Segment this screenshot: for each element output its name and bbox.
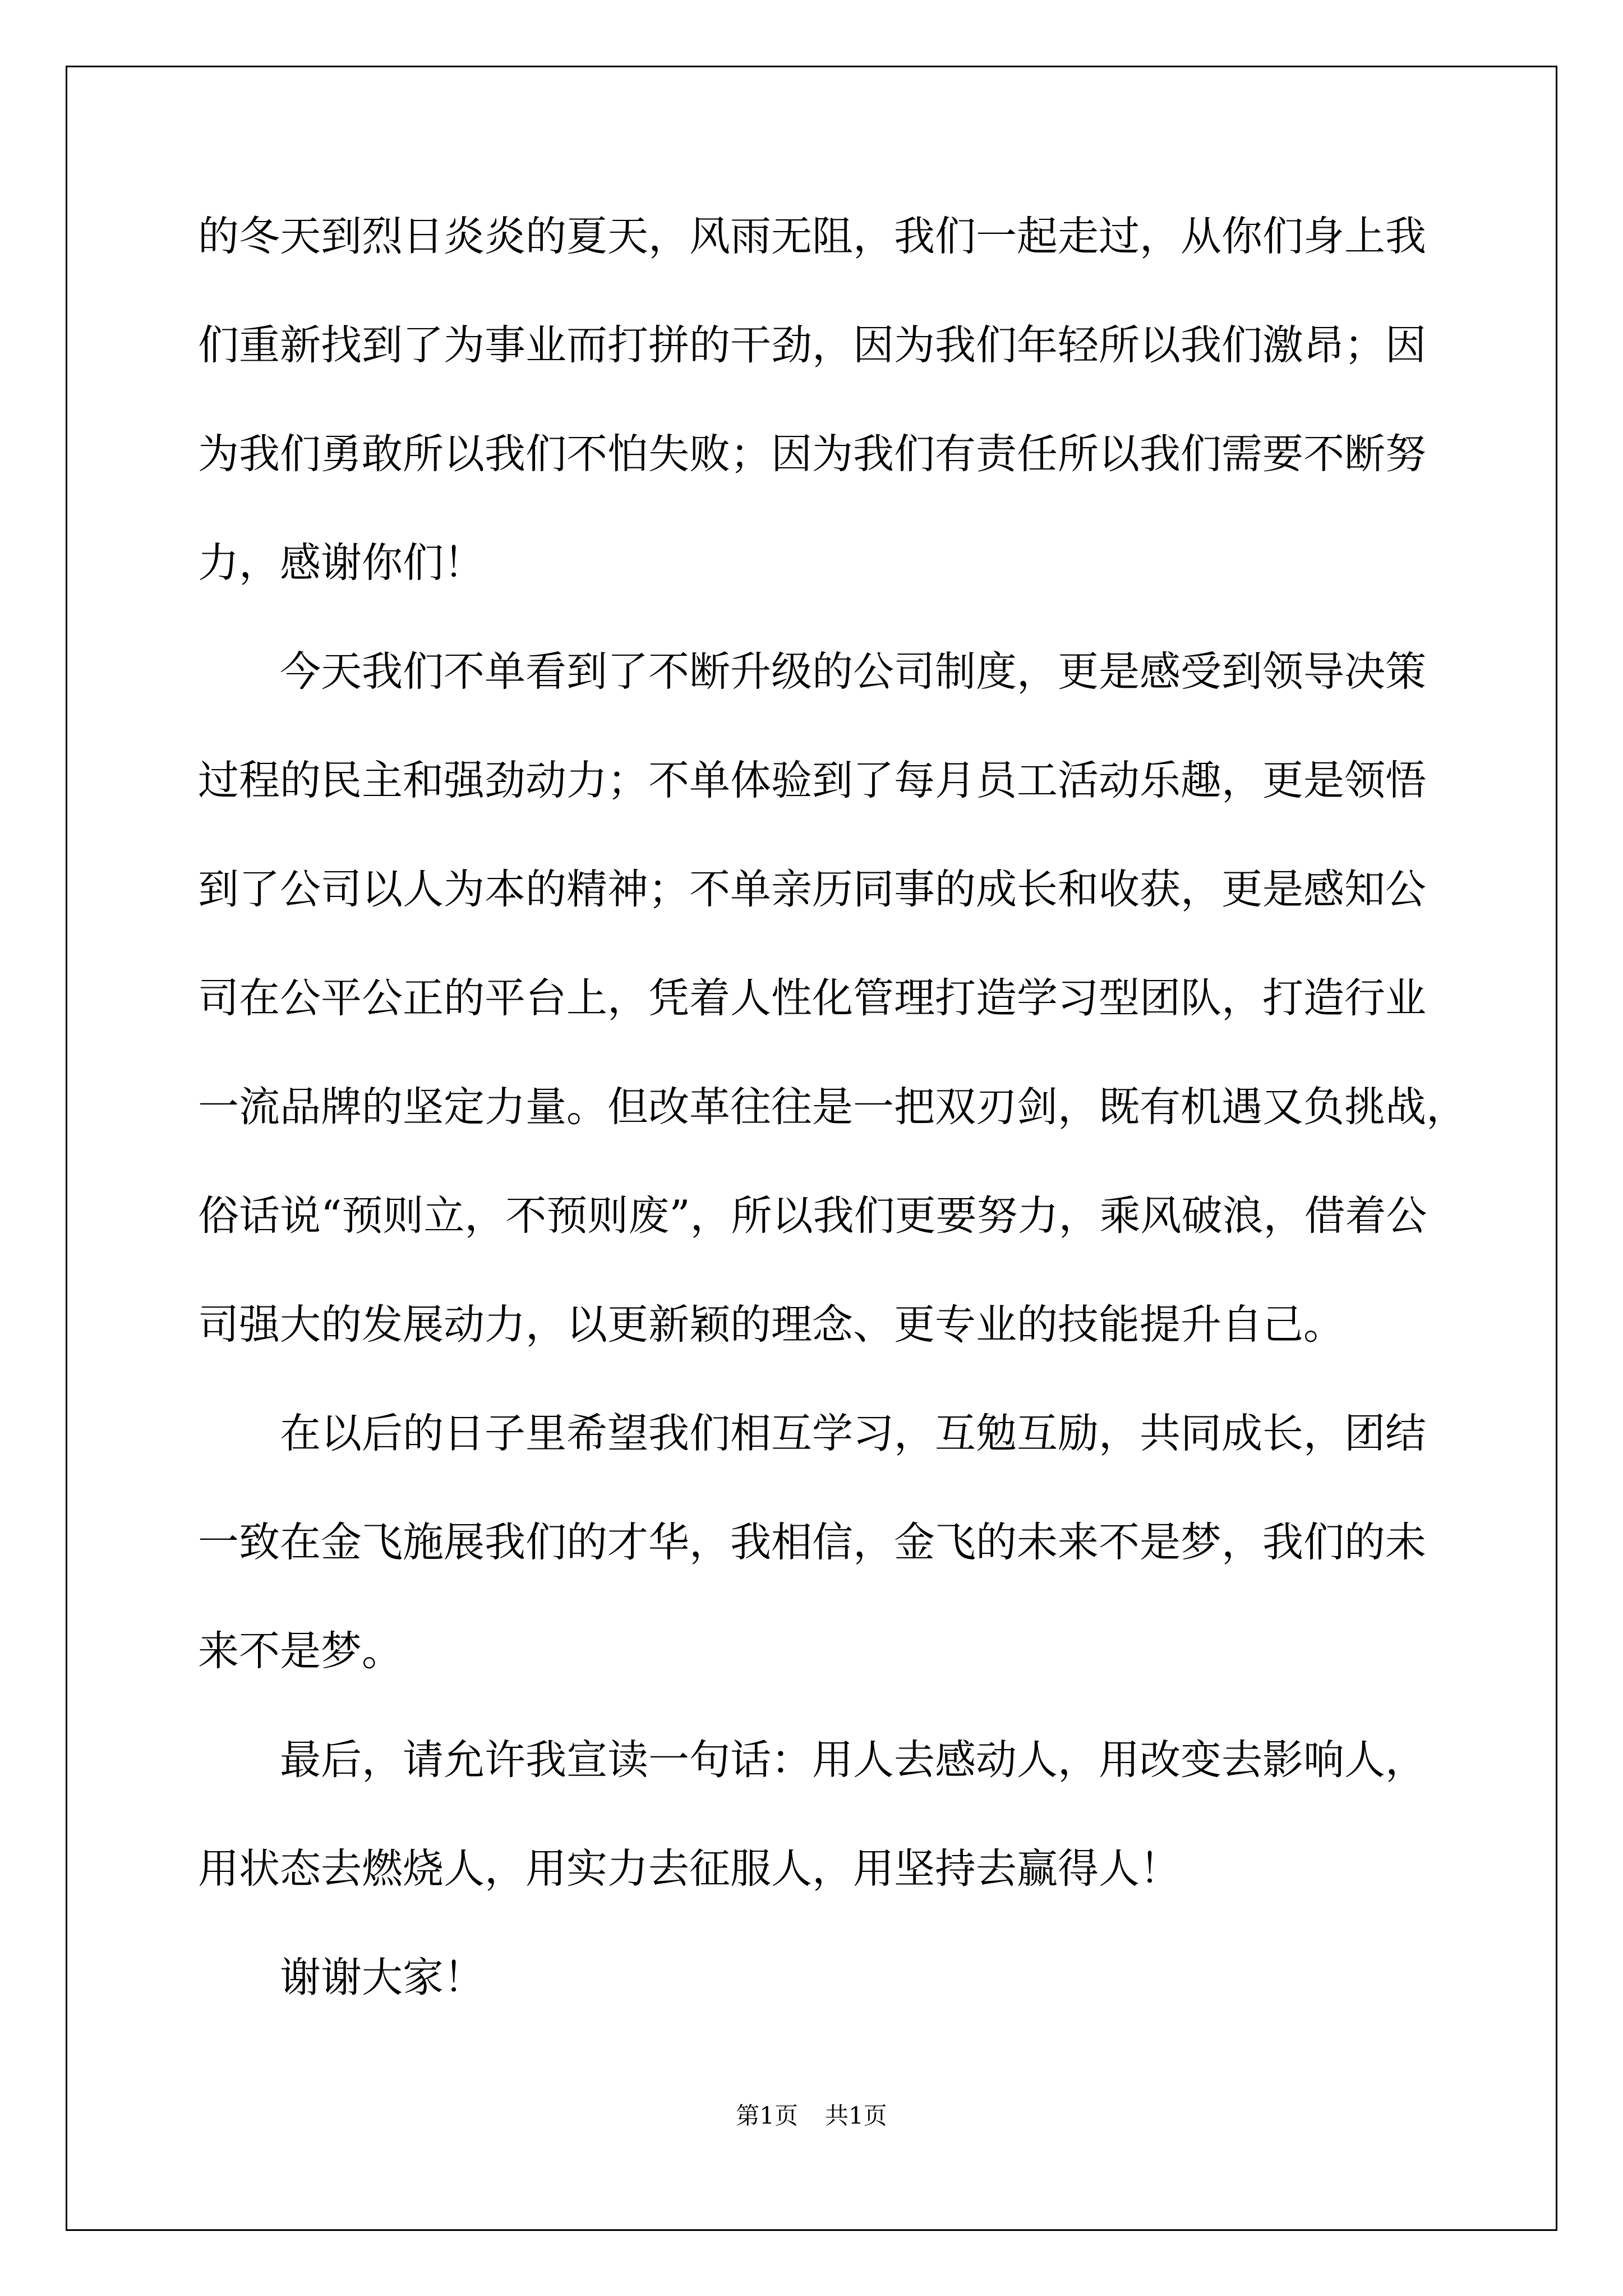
text-line: 力，感谢你们！: [198, 539, 485, 587]
text-line: 一流品牌的坚定力量。但改革往往是一把双刃剑，既有机遇又负挑战，: [198, 1083, 1467, 1131]
text-line: 用状态去燃烧人，用实力去征服人，用坚持去赢得人！: [198, 1845, 1181, 1893]
paragraph-start-line: 在以后的日子里希望我们相互学习，互勉互励，共同成长，团结: [280, 1410, 1426, 1457]
text-line: 司在公平公正的平台上，凭着人性化管理打造学习型团队，打造行业: [198, 974, 1426, 1022]
document-body: [198, 210, 1467, 2060]
page-footer: [0, 2099, 1623, 2133]
text-line: 俗话说“预则立，不预则废”，所以我们更要努力，乘风破浪，借着公: [198, 1192, 1427, 1240]
paragraph-start-line: 最后，请允许我宣读一句话：用人去感动人，用改变去影响人，: [280, 1736, 1426, 1784]
text-line: 们重新找到了为事业而打拼的干劲，因为我们年轻所以我们激昂；因: [198, 321, 1426, 369]
text-line: 过程的民主和强劲动力；不单体验到了每月员工活动乐趣，更是领悟: [198, 757, 1426, 804]
page-number: 第1页: [736, 2102, 798, 2129]
text-line: 司强大的发展动力，以更新颖的理念、更专业的技能提升自己。: [198, 1301, 1344, 1349]
text-line: 的冬天到烈日炎炎的夏天，风雨无阻，我们一起走过，从你们身上我: [198, 213, 1426, 260]
text-line: 为我们勇敢所以我们不怕失败；因为我们有责任所以我们需要不断努: [198, 430, 1426, 478]
text-line: 来不是梦。: [198, 1627, 403, 1675]
text-line: 到了公司以人为本的精神；不单亲历同事的成长和收获，更是感知公: [198, 866, 1426, 913]
page-total: 共1页: [825, 2102, 887, 2129]
paragraph-start-line: 今天我们不单看到了不断升级的公司制度，更是感受到领导决策: [280, 648, 1426, 696]
closing-line: 谢谢大家！: [280, 1954, 485, 2001]
text-line: 一致在金飞施展我们的才华，我相信，金飞的未来不是梦，我们的未: [198, 1519, 1426, 1566]
